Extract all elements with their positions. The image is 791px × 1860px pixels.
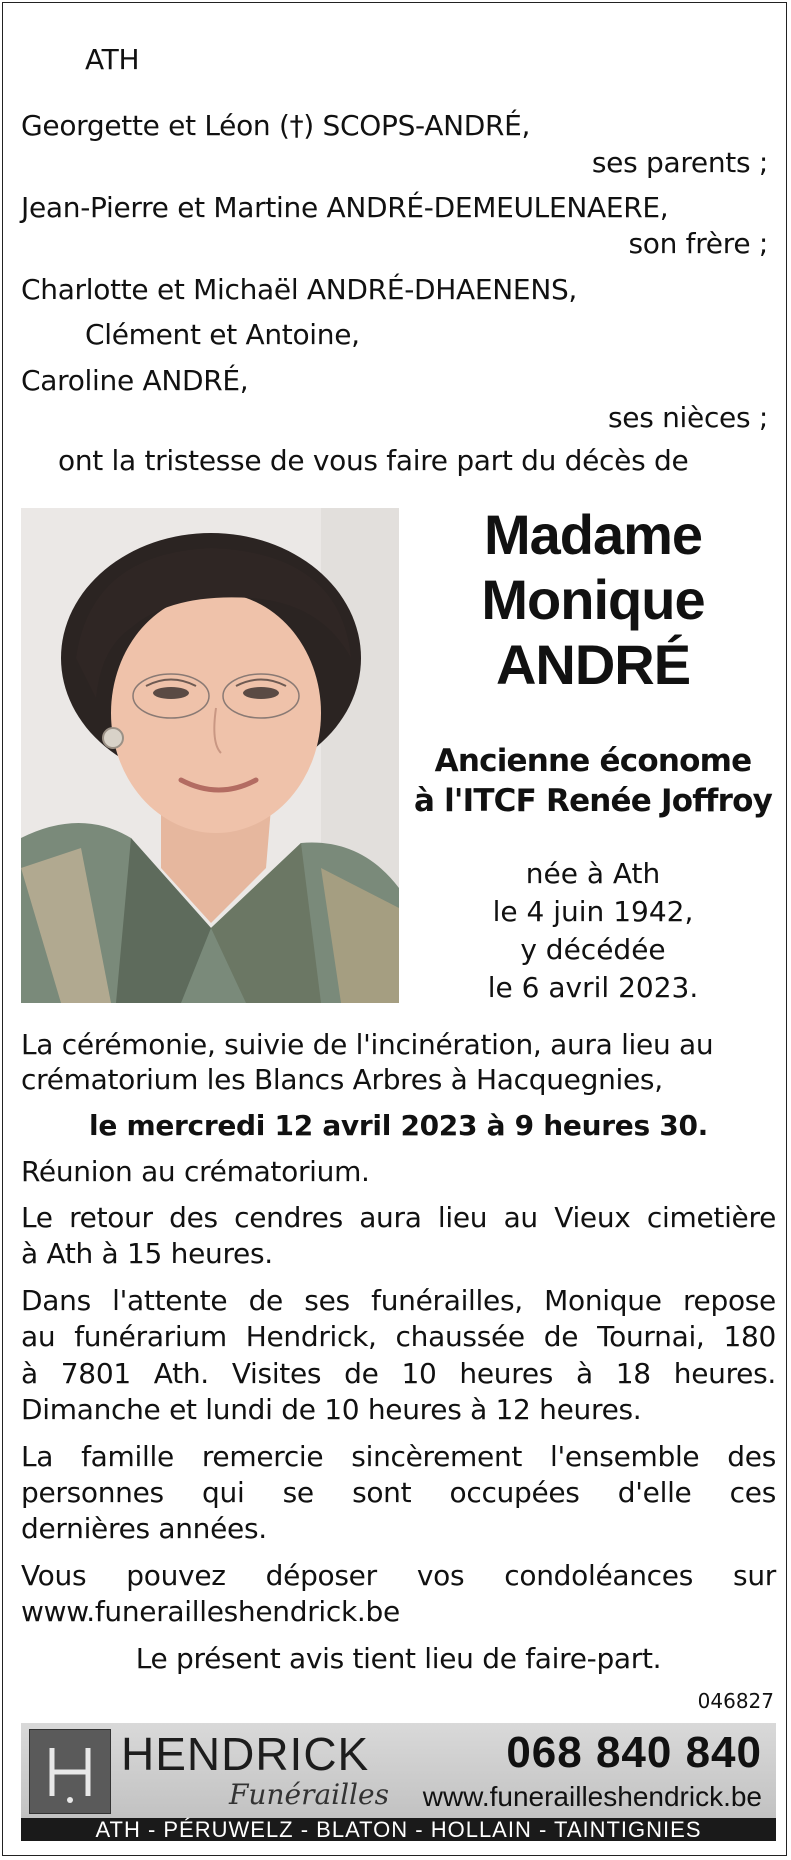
rest-line-3: à 7801 Ath. Visites de 10 heures à 18 heures. xyxy=(21,1357,776,1390)
deceased-first-name: Monique xyxy=(481,568,705,631)
hendrick-logo xyxy=(29,1729,111,1814)
ashes-line-1: Le retour des cendres aura lieu au Vieux cimetière xyxy=(21,1201,776,1234)
thanks-line-3: dernières années. xyxy=(21,1512,267,1545)
death-date: le 6 avril 2023. xyxy=(487,971,699,1004)
notice: Le présent avis tient lieu de faire-part. xyxy=(135,1642,662,1675)
funeral-home-banner xyxy=(21,1723,776,1841)
meeting-info: Réunion au crématorium. xyxy=(21,1155,370,1188)
company-phone[interactable]: 068 840 840 xyxy=(506,1728,762,1777)
family-line-children: Clément et Antoine, xyxy=(85,318,360,351)
condolences-link[interactable]: www.funerailleshendrick.be xyxy=(21,1595,400,1628)
obituary-notice xyxy=(2,2,787,1856)
family-role-nieces: ses nièces ; xyxy=(608,401,768,434)
city-heading: ATH xyxy=(85,43,140,76)
thanks-line-1: La famille remercie sincèrement l'ensemble des xyxy=(21,1440,776,1473)
ashes-line-2: à Ath à 15 heures. xyxy=(21,1237,273,1270)
deceased-title: Madame xyxy=(483,503,703,566)
ceremony-line-1: La cérémonie, suivie de l'incinération, aura lieu au xyxy=(21,1028,714,1061)
family-role-brother: son frère ; xyxy=(628,227,768,260)
family-line-niece-2: Caroline ANDRÉ, xyxy=(21,364,249,397)
company-website[interactable]: www.funerailleshendrick.be xyxy=(422,1781,762,1812)
family-line-niece-1: Charlotte et Michaël ANDRÉ-DHAENENS, xyxy=(21,273,578,306)
family-line-brother: Jean-Pierre et Martine ANDRÉ-DEMEULENAERE, xyxy=(21,191,669,224)
rest-line-2: au funérarium Hendrick, chaussée de Tournai, 180 xyxy=(21,1320,776,1353)
portrait-image xyxy=(21,508,399,1003)
condolences-line-1: Vous pouvez déposer vos condoléances sur xyxy=(21,1559,776,1592)
portrait-photo xyxy=(21,508,399,1003)
family-line-parents: Georgette et Léon (†) SCOPS-ANDRÉ, xyxy=(21,109,531,142)
monogram-icon xyxy=(30,1730,110,1813)
ceremony-date: le mercredi 12 avril 2023 à 9 heures 30. xyxy=(89,1109,708,1142)
thanks-line-2: personnes qui se sont occupées d'elle ces xyxy=(21,1476,776,1509)
death-place: y décédée xyxy=(520,933,666,966)
family-role-parents: ses parents ; xyxy=(591,146,768,179)
deceased-last-name: ANDRÉ xyxy=(495,633,691,696)
rest-line-1: Dans l'attente de ses funérailles, Monique repose xyxy=(21,1284,776,1317)
occupation-line-1: Ancienne économe xyxy=(434,743,752,779)
reference-number: 046827 xyxy=(697,1689,774,1713)
birth-place: née à Ath xyxy=(525,857,661,890)
company-name: HENDRICK xyxy=(121,1728,370,1780)
rest-line-4: Dimanche et lundi de 10 heures à 12 heures. xyxy=(21,1393,642,1426)
birth-date: le 4 juin 1942, xyxy=(492,895,694,928)
locations-strip: ATH - PÉRUWELZ - BLATON - HOLLAIN - TAINTIGNIES xyxy=(21,1818,776,1841)
company-subtitle: Funérailles xyxy=(229,1778,389,1811)
announcement: ont la tristesse de vous faire part du décès de xyxy=(58,444,689,477)
occupation-line-2: à l'ITCF Renée Joffroy xyxy=(413,783,773,819)
ceremony-line-2: crématorium les Blancs Arbres à Hacquegnies, xyxy=(21,1063,663,1096)
